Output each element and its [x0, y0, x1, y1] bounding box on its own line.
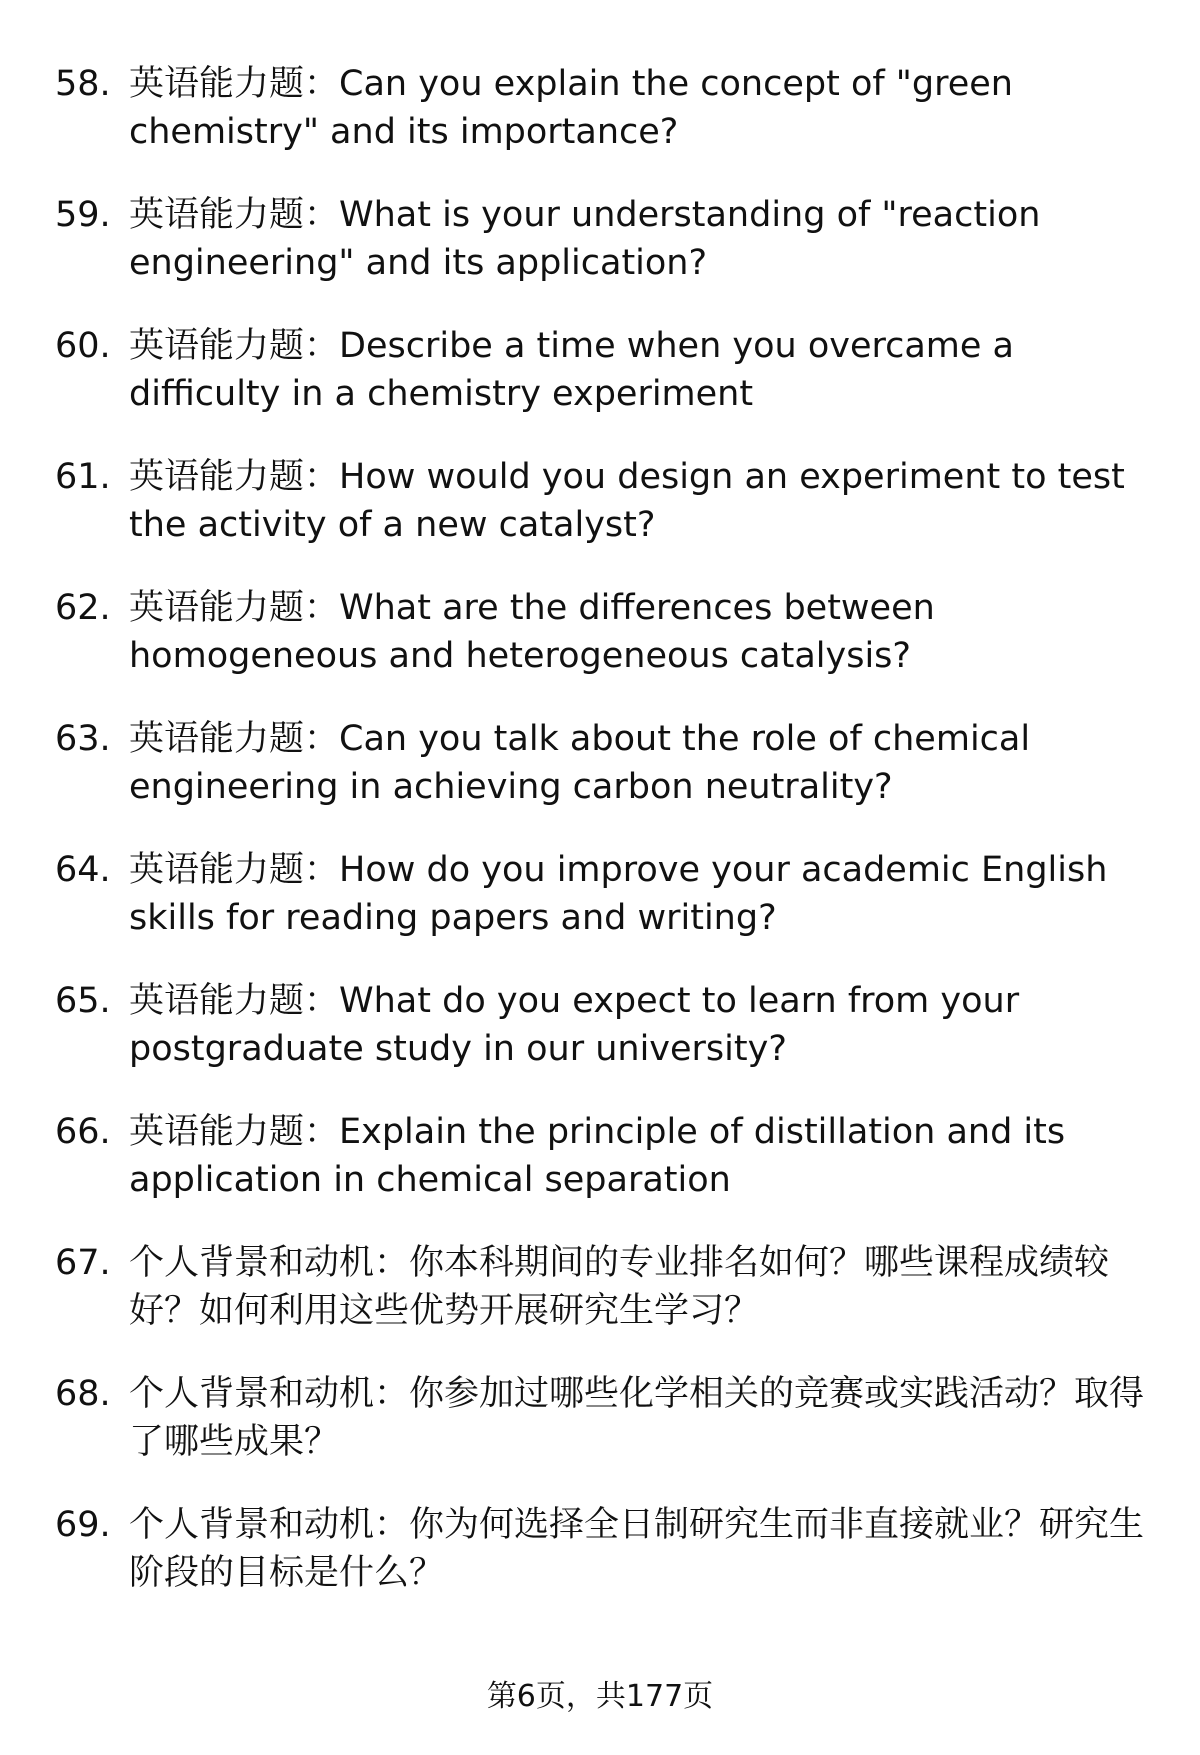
question-text	[129, 1239, 1145, 1335]
question-body: What are the differences between homogeneous and heterogeneous catalysis?	[129, 588, 935, 676]
question-text	[129, 584, 1145, 680]
question-body: 你参加过哪些化学相关的竞赛或实践活动？取得了哪些成果？	[129, 1374, 1145, 1462]
question-text	[129, 977, 1145, 1073]
question-number: 63.	[55, 719, 111, 759]
question-number: 64.	[55, 850, 111, 890]
question-category: 英语能力题：	[129, 1112, 340, 1152]
question-item	[55, 60, 1145, 156]
question-item	[55, 1370, 1145, 1466]
question-number: 58.	[55, 64, 111, 104]
question-item	[55, 715, 1145, 811]
question-body: How do you improve your academic English skills for reading papers and writing?	[129, 850, 1108, 938]
question-category: 英语能力题：	[129, 588, 340, 628]
question-number: 60.	[55, 326, 111, 366]
question-text	[129, 1370, 1145, 1466]
question-body: Can you explain the concept of "green chemistry" and its importance?	[129, 64, 1013, 152]
question-category: 个人背景和动机：	[129, 1505, 410, 1545]
question-category: 英语能力题：	[129, 981, 340, 1021]
question-text	[129, 322, 1145, 418]
page-footer	[0, 1677, 1200, 1717]
question-body: 你为何选择全日制研究生而非直接就业？研究生阶段的目标是什么？	[129, 1505, 1145, 1593]
question-category: 英语能力题：	[129, 326, 340, 366]
page-number-label: 第6页，共177页	[486, 1679, 714, 1714]
question-item	[55, 322, 1145, 418]
question-body: What do you expect to learn from your postgraduate study in our university?	[129, 981, 1020, 1069]
question-category: 英语能力题：	[129, 195, 340, 235]
question-text	[129, 846, 1145, 942]
question-number: 61.	[55, 457, 111, 497]
question-item	[55, 453, 1145, 549]
question-number: 65.	[55, 981, 111, 1021]
question-item	[55, 846, 1145, 942]
question-body: What is your understanding of "reaction engineering" and its application?	[129, 195, 1041, 283]
question-number: 69.	[55, 1505, 111, 1545]
question-text	[129, 1501, 1145, 1597]
question-text	[129, 191, 1145, 287]
question-text	[129, 60, 1145, 156]
question-body: Can you talk about the role of chemical engineering in achieving carbon neutrality?	[129, 719, 1031, 807]
question-category: 英语能力题：	[129, 457, 340, 497]
question-list	[55, 60, 1145, 1632]
question-number: 66.	[55, 1112, 111, 1152]
question-item	[55, 1501, 1145, 1597]
question-category: 个人背景和动机：	[129, 1374, 410, 1414]
question-item	[55, 1108, 1145, 1204]
question-text	[129, 715, 1145, 811]
question-text	[129, 1108, 1145, 1204]
question-category: 英语能力题：	[129, 719, 340, 759]
question-body: How would you design an experiment to test the activity of a new catalyst?	[129, 457, 1125, 545]
question-number: 68.	[55, 1374, 111, 1414]
question-item	[55, 191, 1145, 287]
question-item	[55, 1239, 1145, 1335]
question-body: Explain the principle of distillation and its application in chemical separation	[129, 1112, 1066, 1200]
question-number: 62.	[55, 588, 111, 628]
question-category: 个人背景和动机：	[129, 1243, 410, 1283]
question-item	[55, 584, 1145, 680]
question-text	[129, 453, 1145, 549]
question-number: 67.	[55, 1243, 111, 1283]
question-category: 英语能力题：	[129, 64, 340, 104]
question-body: Describe a time when you overcame a difficulty in a chemistry experiment	[129, 326, 1014, 414]
question-item	[55, 977, 1145, 1073]
question-body: 你本科期间的专业排名如何？哪些课程成绩较好？如何利用这些优势开展研究生学习？	[129, 1243, 1110, 1331]
question-category: 英语能力题：	[129, 850, 340, 890]
question-number: 59.	[55, 195, 111, 235]
